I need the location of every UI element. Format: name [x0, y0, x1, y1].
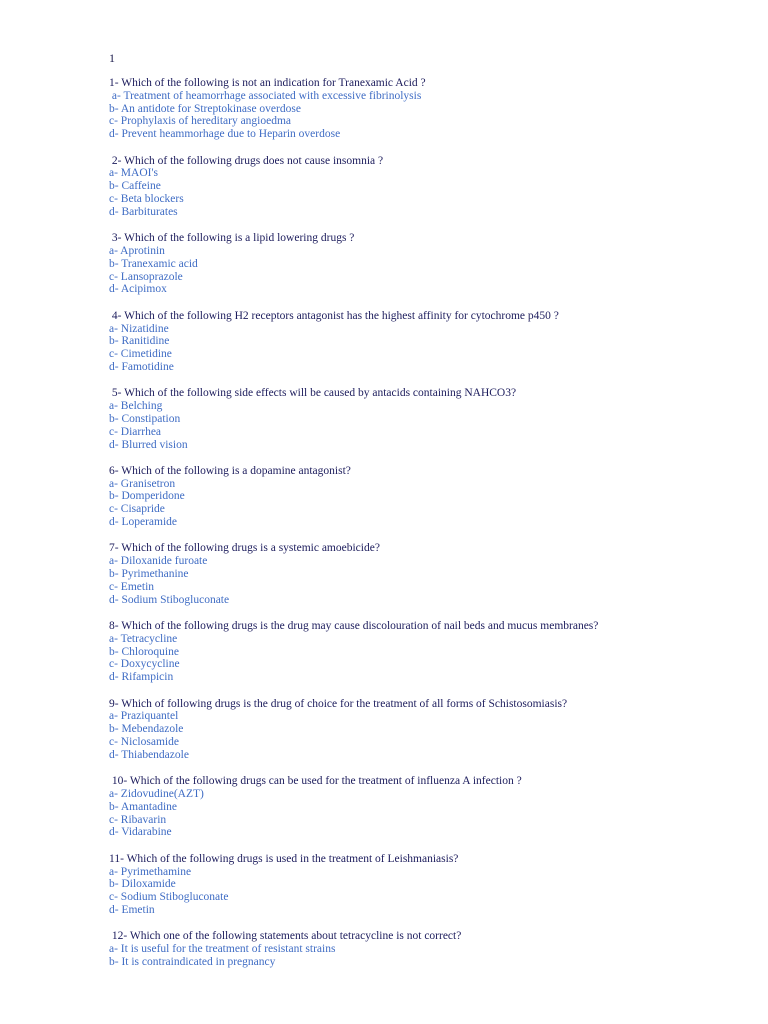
answer-option: d- Vidarabine [109, 826, 172, 839]
question-block [109, 232, 729, 296]
question-text: 12- Which one of the following statements about tetracycline is not correct? [109, 930, 462, 943]
question-text: 2- Which of the following drugs does not cause insomnia ? [109, 154, 384, 167]
answer-option: c- Diarrhea [109, 425, 162, 438]
answer-option: b- Chloroquine [109, 645, 179, 658]
question-block [109, 387, 729, 451]
answer-option: b- It is contraindicated in pregnancy [109, 955, 276, 968]
answer-option: c- Niclosamide [109, 736, 179, 749]
answer-option: a- MAOI's [109, 167, 159, 180]
question-text: 1- Which of the following is not an indication for Tranexamic Acid ? [109, 77, 426, 89]
answer-option: b- Amantadine [109, 800, 178, 813]
question-text: 7- Which of the following drugs is a systemic amoebicide? [109, 542, 380, 555]
answer-option: a- Pyrimethamine [109, 865, 192, 878]
answer-option: a- Belching [109, 400, 163, 413]
question-list [109, 77, 729, 982]
answer-option: d- Thiabendazole [109, 748, 189, 761]
answer-option: d- Blurred vision [109, 438, 188, 451]
answer-option: d- Sodium Stibogluconate [109, 593, 230, 606]
answer-option: c- Cisapride [109, 503, 165, 516]
answer-option: a- Nizatidine [109, 322, 169, 335]
question-block [109, 620, 729, 684]
answer-option: c- Emetin [109, 580, 155, 593]
answer-option: d- Barbiturates [109, 205, 178, 218]
answer-option: a- Aprotinin [109, 244, 165, 257]
answer-option: c- Doxycycline [109, 658, 180, 671]
answer-option: c- Prophylaxis of hereditary angioedma [109, 115, 292, 128]
answer-option: b- Tranexamic acid [109, 257, 198, 270]
answer-option: a- Treatment of heamorrhage associated with excessive fibrinolysis [109, 89, 422, 102]
answer-option: b- Constipation [109, 412, 181, 425]
answer-option: c- Ribavarin [109, 813, 167, 826]
answer-option: a- Zidovudine(AZT) [109, 788, 204, 800]
answer-option: c- Lansoprazole [109, 270, 183, 283]
answer-option: b- An antidote for Streptokinase overdose [109, 102, 301, 115]
answer-option: a- Granisetron [109, 477, 176, 490]
question-block [109, 698, 729, 762]
answer-option: d- Rifampicin [109, 671, 174, 684]
question-block [109, 155, 729, 219]
question-block [109, 77, 729, 141]
question-text: 4- Which of the following H2 receptors antagonist has the highest affinity for cytochrome p450 ? [109, 309, 559, 322]
answer-option: b- Caffeine [109, 180, 161, 193]
answer-option: c- Cimetidine [109, 348, 172, 361]
answer-option: d- Famotidine [109, 360, 174, 373]
question-text: 10- Which of the following drugs can be used for the treatment of influenza A infection ? [109, 775, 522, 788]
question-block [109, 775, 729, 839]
answer-option: b- Pyrimethanine [109, 568, 189, 581]
question-text: 6- Which of the following is a dopamine antagonist? [109, 464, 351, 477]
answer-option: b- Diloxamide [109, 878, 176, 891]
question-block [109, 542, 729, 606]
question-block [109, 853, 729, 917]
answer-option: a- It is useful for the treatment of resistant strains [109, 943, 336, 956]
question-block [109, 465, 729, 529]
answer-option: a- Praziquantel [109, 710, 179, 723]
answer-option: d- Emetin [109, 903, 155, 916]
question-text: 3- Which of the following is a lipid lowering drugs ? [109, 232, 355, 245]
question-block [109, 930, 729, 968]
answer-option: a- Tetracycline [109, 632, 178, 645]
answer-option: b- Mebendazole [109, 723, 184, 736]
answer-option: a- Diloxanide furoate [109, 555, 208, 568]
question-text: 11- Which of the following drugs is used in the treatment of Leishmaniasis? [109, 852, 459, 865]
answer-option: c- Sodium Stibogluconate [109, 891, 229, 904]
question-text: 9- Which of following drugs is the drug of choice for the treatment of all forms of Schistosomiasis? [109, 697, 568, 710]
answer-option: d- Prevent heammorhage due to Heparin overdose [109, 128, 341, 141]
answer-option: d- Acipimox [109, 283, 167, 296]
question-block [109, 310, 729, 374]
page-number: 1 [109, 51, 115, 65]
answer-option: c- Beta blockers [109, 192, 184, 205]
question-text: 5- Which of the following side effects will be caused by antacids containing NAHCO3? [109, 387, 517, 400]
answer-option: b- Domperidone [109, 490, 185, 503]
answer-option: b- Ranitidine [109, 335, 170, 348]
question-text: 8- Which of the following drugs is the drug may cause discolouration of nail beds and mucus membranes? [109, 620, 599, 633]
answer-option: d- Loperamide [109, 516, 178, 529]
